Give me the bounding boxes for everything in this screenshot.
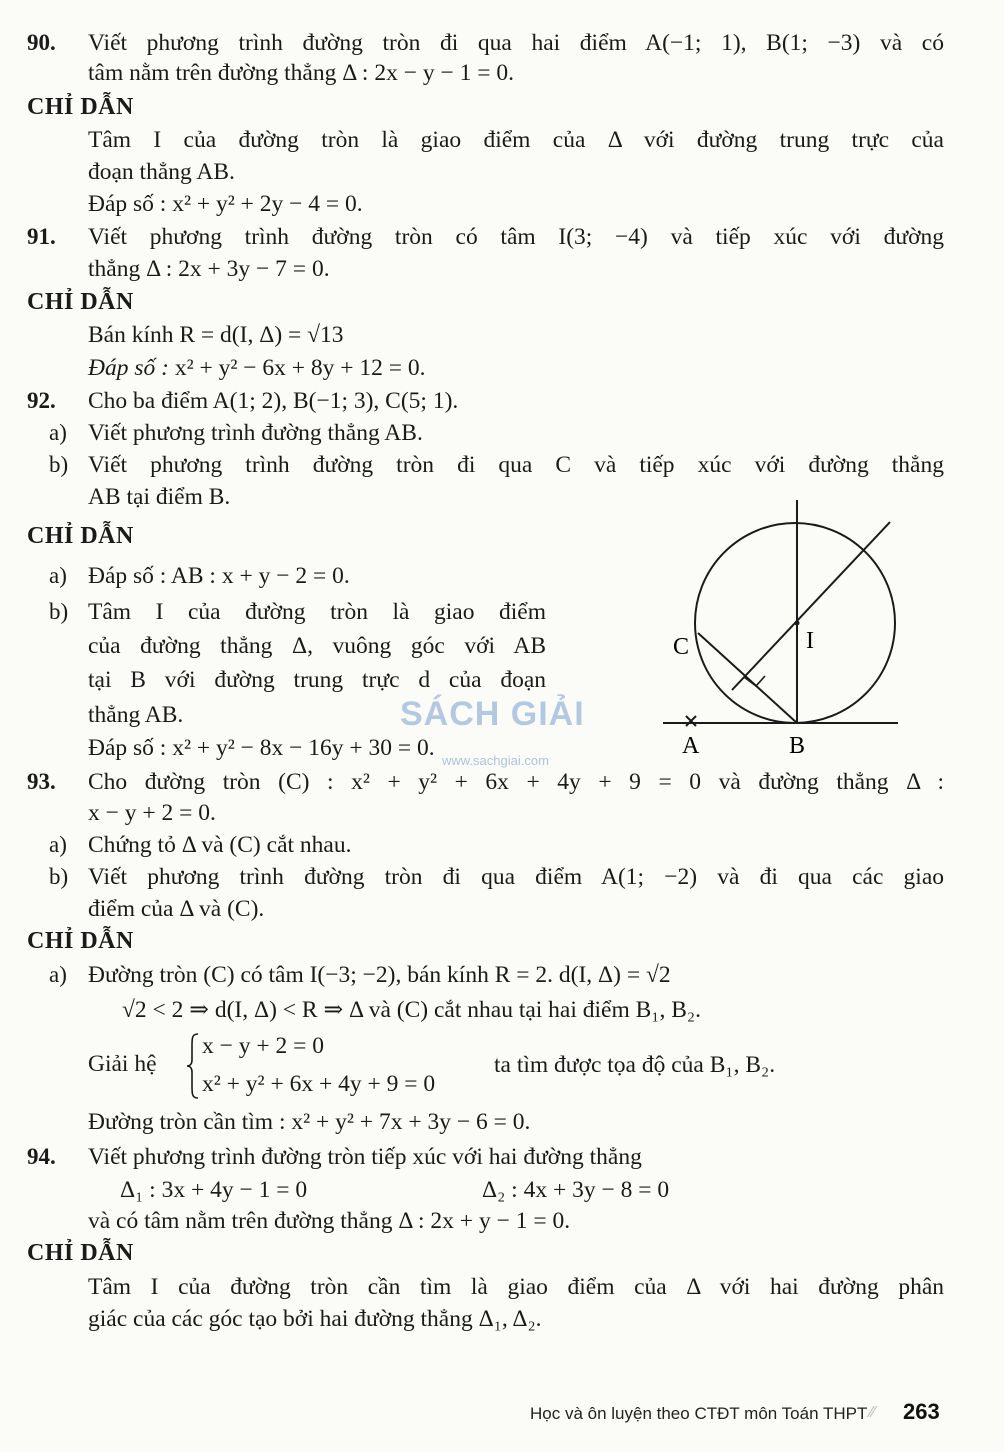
hint-92-b-line-2: của đường thẳng Δ, vuông góc với AB (88, 633, 546, 659)
problem-92-b-label: b) (49, 452, 69, 477)
label-B: B (789, 733, 806, 759)
problem-90-line-1: Viết phương trình đường tròn đi qua hai điểm A(−1; 1), B(1; −3) và có (88, 30, 944, 56)
problem-91-line-2: thẳng Δ : 2x + 3y − 7 = 0. (88, 256, 330, 282)
problem-93-b-text-1: Viết phương trình đường tròn đi qua điểm A(1; −2) và đi qua các giao (88, 864, 944, 890)
problem-number-93: 93. (27, 769, 56, 794)
hint-93-a-text-2: √2 < 2 ⇒ d(I, Δ) < R ⇒ Δ và (C) cắt nhau tại hai điểm B₁, B₂. (122, 997, 701, 1023)
problem-94-delta-2: Δ₂ : 4x + 3y − 8 = 0 (482, 1177, 670, 1203)
label-I: I (806, 628, 814, 654)
problem-92-line-1: Cho ba điểm A(1; 2), B(−1; 3), C(5; 1). (88, 388, 459, 414)
problem-93-a-text: Chứng tỏ Δ và (C) cắt nhau. (88, 832, 352, 858)
hint-heading-90: CHỈ DẪN (27, 94, 134, 120)
problem-94-delta-1: Δ₁ : 3x + 4y − 1 = 0 (120, 1177, 308, 1203)
problem-93-a-label: a) (49, 832, 67, 857)
problem-number-91: 91. (27, 224, 56, 249)
hint-92-b-line-3: tại B với đường trung trực d của đoạn (88, 667, 546, 693)
hint-93-a-label: a) (49, 962, 67, 987)
problem-93-b-text-2: điểm của Δ và (C). (88, 896, 265, 922)
system-equation-1: x − y + 2 = 0 (202, 1033, 325, 1059)
problem-94-line-1: Viết phương trình đường tròn tiếp xúc với hai đường thẳng (88, 1144, 642, 1170)
hint-93-a-text: Đường tròn (C) có tâm I(−3; −2), bán kính R = 2. d(I, Δ) = √2 (88, 962, 671, 988)
label-C: C (673, 634, 690, 660)
chord-BC (698, 633, 797, 723)
hint-94-line-1: Tâm I của đường tròn cần tìm là giao điểm của Δ với hai đường phân (88, 1274, 944, 1300)
problem-92-a-label: a) (49, 420, 67, 445)
system-label: Giải hệ (88, 1051, 157, 1077)
hint-90-answer: Đáp số : x² + y² + 2y − 4 = 0. (88, 191, 363, 217)
page-number-ornament: ⁄⁄ (870, 1404, 876, 1421)
label-A: A (682, 733, 700, 759)
point-I-mark (795, 621, 800, 626)
hint-90-line-2: đoạn thẳng AB. (88, 159, 235, 185)
page-number: 263 (903, 1399, 940, 1424)
problem-92-b-text-2: AB tại điểm B. (88, 484, 231, 510)
hint-heading-93: CHỈ DẪN (27, 928, 134, 954)
problem-90-line-2: tâm nằm trên đường thẳng Δ : 2x − y − 1 = 0. (88, 60, 514, 86)
footer-course-title: Học và ôn luyện theo CTĐT môn Toán THPT (530, 1404, 868, 1423)
system-equation-2: x² + y² + 6x + 4y + 9 = 0 (202, 1071, 436, 1097)
watermark-url: www.sachgiai.com (442, 753, 549, 768)
problem-92-b-text-1: Viết phương trình đường tròn đi qua C và tiếp xúc với đường thẳng (88, 452, 944, 478)
problem-number-92: 92. (27, 388, 56, 413)
problem-93-b-label: b) (49, 864, 69, 889)
hint-92-b-line-4: thẳng AB. (88, 702, 184, 728)
hint-94-line-2: giác của các góc tạo bởi hai đường thẳng Δ₁, Δ₂. (88, 1306, 542, 1332)
circle-tangent-figure (640, 490, 970, 770)
hint-91-answer (88, 353, 426, 383)
answer-label: Đáp số : (88, 355, 169, 381)
problem-number-94: 94. (27, 1144, 56, 1169)
hint-92-a-label: a) (49, 563, 67, 588)
problem-92-a-text: Viết phương trình đường thẳng AB. (88, 420, 423, 446)
hint-93-answer: Đường tròn cần tìm : x² + y² + 7x + 3y − 6 = 0. (88, 1109, 531, 1135)
hint-92-b-line-1: Tâm I của đường tròn là giao điểm (88, 599, 546, 625)
perpendicular-bisector-d (732, 522, 890, 690)
answer-equation: x² + y² − 6x + 8y + 12 = 0. (168, 355, 426, 381)
problem-93-line-2: x − y + 2 = 0. (88, 800, 216, 826)
hint-heading-92: CHỈ DẪN (27, 523, 134, 549)
problem-93-line-1: Cho đường tròn (C) : x² + y² + 6x + 4y + 9 = 0 và đường thẳng Δ : (88, 769, 944, 795)
problem-number-90: 90. (27, 30, 56, 55)
watermark-logo: SÁCH GIẢI (400, 695, 585, 733)
hint-heading-91: CHỈ DẪN (27, 289, 134, 315)
system-conclusion: ta tìm được tọa độ của B₁, B₂. (494, 1052, 776, 1078)
hint-heading-94: CHỈ DẪN (27, 1240, 134, 1266)
hint-91-line-1: Bán kính R = d(I, Δ) = √13 (88, 322, 344, 348)
hint-92-b-answer: Đáp số : x² + y² − 8x − 16y + 30 = 0. (88, 735, 435, 761)
hint-90-line-1: Tâm I của đường tròn là giao điểm của Δ với đường trung trực của (88, 127, 944, 153)
problem-94-line-3: và có tâm nằm trên đường thẳng Δ : 2x + y − 1 = 0. (88, 1208, 571, 1234)
hint-92-a-text: Đáp số : AB : x + y − 2 = 0. (88, 563, 350, 589)
hint-92-b-label: b) (49, 599, 69, 624)
system-brace (186, 1032, 200, 1100)
problem-91-line-1: Viết phương trình đường tròn có tâm I(3; −4) và tiếp xúc với đường (88, 224, 944, 250)
